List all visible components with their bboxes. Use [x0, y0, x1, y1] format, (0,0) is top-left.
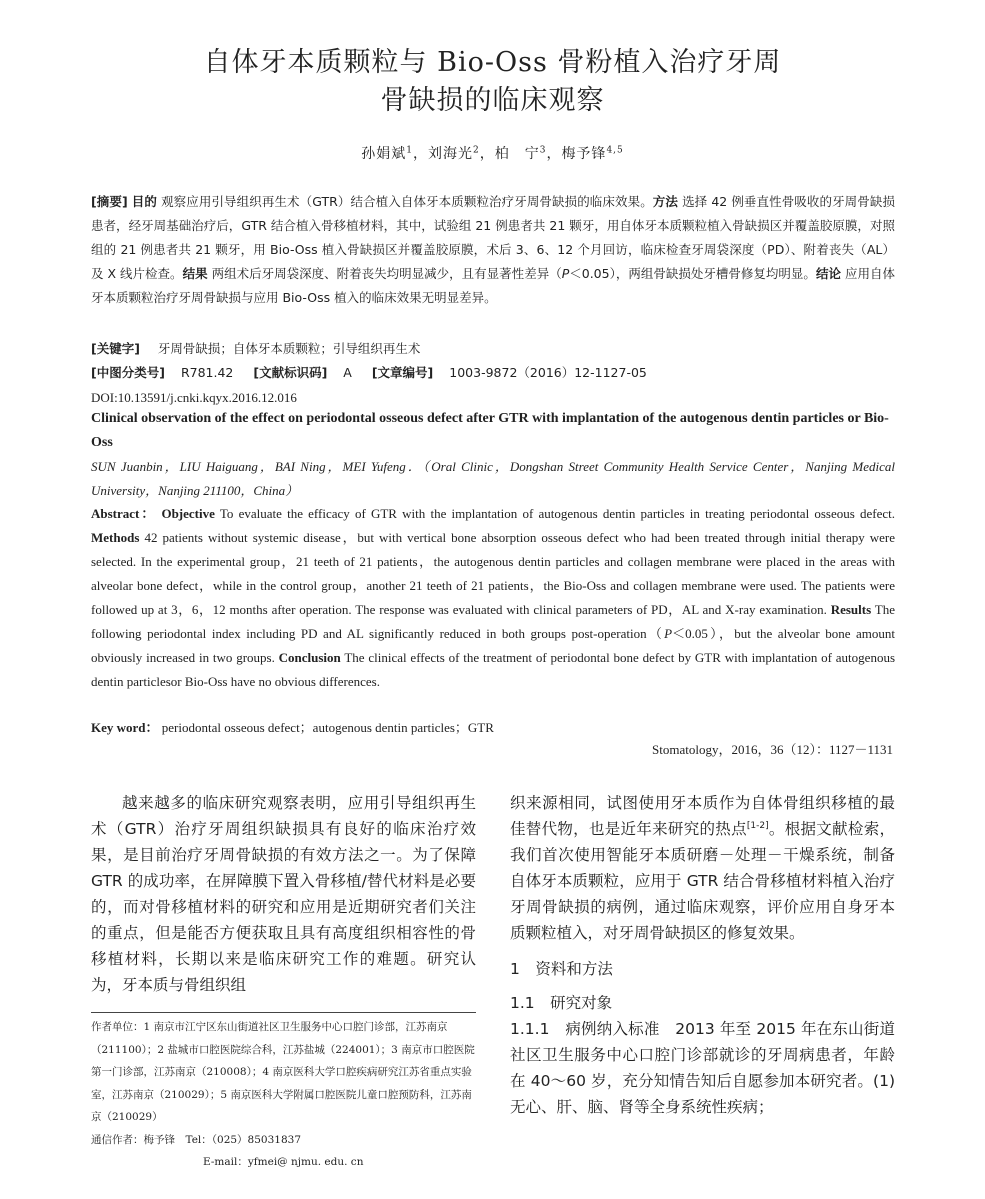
english-authors — [91, 455, 895, 503]
footnote-affiliation: 作者单位：1 南京市江宁区东山街道社区卫生服务中心口腔门诊部，江苏南京（211100）；2 盐城市口腔医院综合科，江苏盐城（224001）；3 南京市口腔医院第一门诊部，江苏南京（210008）；4 南京医科大学口腔疾病研究江苏省重点实验室，江苏南京（210029）；5 南京医科大学附属口腔医院儿童口腔预防科，江苏南京（210029） — [91, 1021, 475, 1123]
author-name: 梅予锋 — [561, 146, 607, 162]
subsubsection-heading: 1.1.1 病例纳入标准 — [510, 1020, 660, 1038]
en-results-label: Results — [830, 602, 872, 617]
results-text-end: ＜0.05），两组骨缺损处牙槽骨修复均明显。 — [569, 266, 816, 281]
journal-citation: Stomatology，2016，36（12）：1127－1131 — [652, 742, 893, 757]
objective-text: 观察应用引导组织再生术（GTR）结合植入自体牙本质颗粒治疗牙周骨缺损的临床效果。 — [161, 194, 653, 209]
body-paragraph: 越来越多的临床研究观察表明，应用引导组织再生术（GTR）治疗牙周组织缺损具有良好的临床治疗效果，是目前治疗牙周骨缺损的有效方法之一。为了保障 GTR 的成功率，在屏障膜下置入骨移植/替代材料是必要的，而对骨移植材料的研究和应用是近期研究者们关注的重点，但是能否方便获取且具有高度组织相容性的骨移植材料，长期以来是临床研究工作的难题。研究认为，牙本质与骨组织组 — [91, 794, 476, 994]
english-abstract — [91, 502, 895, 694]
keywords-text: 牙周骨缺损；自体牙本质颗粒；引导组织再生术 — [157, 341, 421, 356]
keywords-label: [关键字] — [91, 341, 140, 356]
article-no-value: 1003-9872（2016）12-1127-05 — [449, 365, 647, 380]
en-results-text: The following periodontal index including PD and AL significantly reduced in both groups post-operation（ — [91, 602, 895, 641]
paper-title-line2: 骨缺损的临床观察 — [380, 85, 605, 116]
en-keywords-label: Key word： — [91, 720, 159, 735]
clc-label: [中图分类号] — [91, 365, 165, 380]
conclusion-label: 结论 — [815, 266, 841, 281]
en-p-value-symbol: P — [664, 626, 673, 641]
en-conclusion-text: The clinical effects of the treatment of periodontal bone defect by GTR with implantation of autogenous dentin particlesor Bio-Oss have no obvious differences. — [91, 650, 896, 689]
article-no-label: [文章编号] — [371, 365, 434, 380]
doc-code-value: A — [343, 365, 352, 380]
doi: DOI:10.13591/j.cnki.kqyx.2016.12.016 — [91, 390, 297, 405]
english-affiliation: （Oral Clinic，Dongshan Street Community Health Service Center，Nanjing Medical University，Nanjing 211100，China） — [91, 459, 895, 498]
footnote-divider — [91, 1012, 476, 1013]
body-text: 织来源相同，试图使用牙本质作为自体骨组织移植的最佳替代物，也是近年来研究的热点 — [510, 794, 895, 838]
section-heading: 1 资料和方法 — [510, 960, 613, 978]
clc-value: R781.42 — [180, 365, 234, 380]
body-text-end: 。根据文献检索，我们首次使用智能牙本质研磨－处理－干燥系统，制备自体牙本质颗粒，应用于 GTR 结合骨移植材料植入治疗牙周骨缺损的病例，通过临床观察，评价应用自身牙本质颗粒植入，对牙周骨缺损区的修复效果。 — [510, 820, 895, 942]
en-conclusion-label: Conclusion — [278, 650, 341, 665]
abstract-label: [摘要] — [91, 194, 128, 209]
author-sup: 3 — [539, 145, 547, 156]
en-objective-label: Objective — [161, 506, 215, 521]
classification-info — [91, 361, 895, 385]
objective-label: 目的 — [131, 194, 157, 209]
en-abstract-label: Abstract： — [91, 506, 157, 521]
body-paragraph — [510, 790, 895, 946]
en-results-text-end: ＜0.05），but the alveolar bone amount obviously increased in two groups. — [91, 626, 896, 665]
paper-title-line1: 自体牙本质颗粒与 Bio-Oss 骨粉植入治疗牙周 — [203, 47, 782, 78]
english-keywords — [91, 716, 895, 740]
author-name: 柏 宁 — [494, 146, 540, 162]
subsection-heading: 1.1 研究对象 — [510, 994, 613, 1012]
author-sup: 2 — [472, 145, 480, 156]
author-sup: 1 — [406, 145, 413, 156]
en-methods-label: Methods — [91, 530, 140, 545]
p-value-symbol: P — [561, 266, 570, 281]
paper-title — [0, 44, 985, 120]
footnote-email: E-mail：yfmei@ njmu. edu. cn — [203, 1156, 364, 1168]
author-name: 刘海光 — [427, 146, 473, 162]
author-sup: 4,5 — [606, 145, 624, 156]
body-left-column — [91, 790, 476, 998]
body-right-column — [510, 790, 895, 1120]
footnote — [91, 1016, 476, 1174]
english-title: Clinical observation of the effect on periodontal osseous defect after GTR with implantation of the autogenous dentin particles or Bio-Oss — [91, 411, 889, 450]
en-methods-text: 42 patients without systemic disease，but with vertical bone absorption osseous defect who had been treated through initial therapy were selected. In the experimental group，21 teeth of 21 patients，the autogenous dentin particles and collagen membrane were placed in the areas with alveolar bone defect，while in the control group，another 21 teeth of 21 patients，the Bio-Oss and collagen membrane were used. The patients were followed up at 3，6，12 months after operation. The response was evaluated with clinical parameters of PD，AL and X-ray examination. — [91, 530, 896, 617]
methods-text: 选择 42 例垂直性骨吸收的牙周骨缺损患者，经牙周基础治疗后，GTR 结合植入骨移植材料，其中，试验组 21 例患者共 21 颗牙，用自体牙本质颗粒植入骨缺损区并覆盖胶原膜，对照组的 21 例患者共 21 颗牙，用 Bio-Oss 植入骨缺损区并覆盖胶原膜，术后 3、6、12 个月回访，临床检查牙周袋深度（PD）、附着丧失（AL）及 X 线片检查。 — [91, 194, 895, 281]
footnote-corresponding: 通信作者：梅予锋 Tel：（025）85031837 — [91, 1133, 301, 1146]
subsubsection-text: 2013 年至 2015 年在东山街道社区卫生服务中心口腔门诊部就诊的牙周病患者，年龄在 40～60 岁，充分知情告知后自愿参加本研究者。(1) 无心、肝、脑、肾等全身系统性疾病； — [510, 1020, 895, 1116]
chinese-keywords — [91, 337, 895, 361]
en-keywords-text: periodontal osseous defect；autogenous dentin particles；GTR — [161, 720, 494, 735]
citation-reference: [1-2] — [746, 820, 769, 831]
chinese-abstract — [91, 190, 895, 310]
conclusion-text: 应用自体牙本质颗粒治疗牙周骨缺损与应用 Bio-Oss 植入的临床效果无明显差异。 — [91, 266, 895, 305]
author-name: 孙娟斌 — [361, 146, 407, 162]
results-text: 两组术后牙周袋深度、附着丧失均明显减少，且有显著性差异（ — [211, 266, 562, 281]
author-list: 孙娟斌$^1$，刘海光$^2$，柏 宁$^3$，梅予锋$^{4,5}$ — [361, 145, 624, 162]
doc-code-label: [文献标识码] — [253, 365, 328, 380]
en-objective-text: To evaluate the efficacy of GTR with the implantation of autogenous dentin particles in treating periodontal osseous defect. — [219, 506, 896, 521]
english-author-names: SUN Juanbin，LIU Haiguang，BAI Ning，MEI Yufeng． — [91, 459, 423, 474]
methods-label: 方法 — [652, 194, 678, 209]
results-label: 结果 — [182, 266, 208, 281]
subsubsection-paragraph — [510, 1016, 895, 1120]
